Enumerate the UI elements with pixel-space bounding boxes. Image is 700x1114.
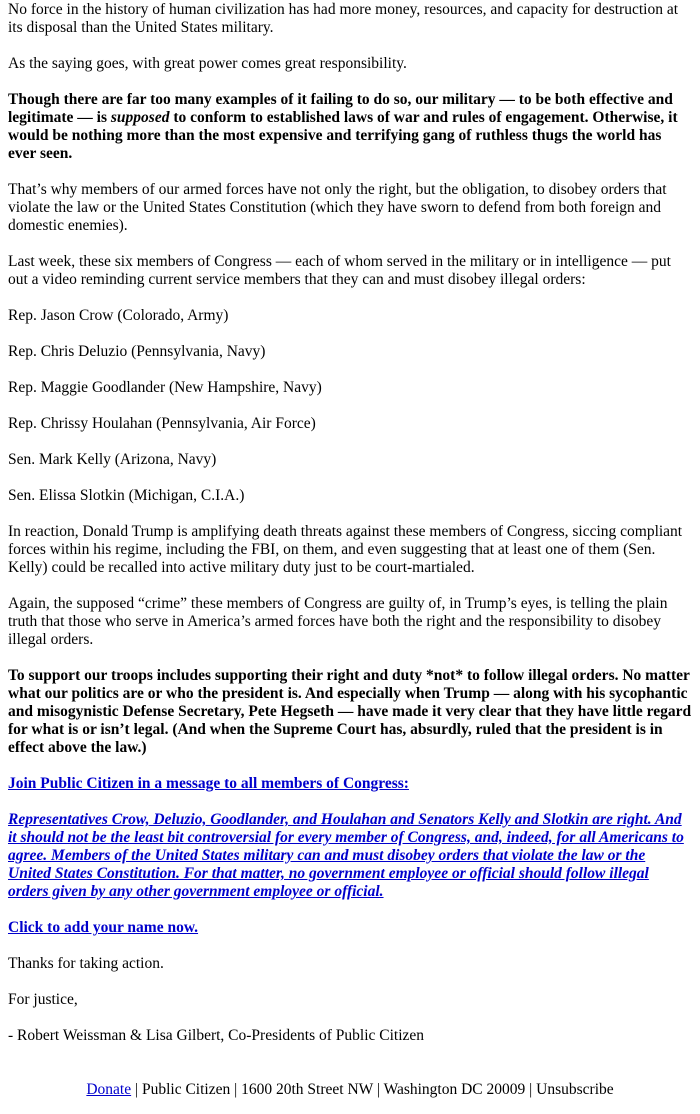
bold-text: To support our troops includes supporting their right and duty *not* to follow illegal orders. No matter what our politics are or who the president is. And especially when Trump — along with his sycophantic and misogynistic Defense Secretary, Pete Hegseth — have made it very clear that they have little regard for what is or isn’t legal. (And when the Supreme Court has, absurdly, ruled that the president is in effect above the law.) xyxy=(8,667,692,756)
message-link[interactable] xyxy=(8,811,684,900)
footer-org: Public Citizen xyxy=(141,1081,231,1098)
join-link[interactable] xyxy=(8,775,409,792)
footer-city: Washington DC 20009 xyxy=(383,1081,526,1098)
paragraph-bold-military xyxy=(8,91,692,163)
add-name-link[interactable] xyxy=(8,919,198,936)
paragraph-support-troops xyxy=(8,667,692,757)
thanks-text: Thanks for taking action. xyxy=(8,955,164,972)
paragraph-saying: As the saying goes, with great power comes great responsibility. xyxy=(8,55,407,72)
join-paragraph xyxy=(8,775,692,793)
footer xyxy=(8,1081,692,1099)
paragraph-intro: No force in the history of human civilization has had more money, resources, and capacity for destruction at its disposal than the United States military. xyxy=(8,1,679,36)
member-item: Rep. Chris Deluzio (Pennsylvania, Navy) xyxy=(8,343,266,360)
member-item: Sen. Mark Kelly (Arizona, Navy) xyxy=(8,451,217,468)
separator: | xyxy=(373,1081,384,1098)
separator: | xyxy=(131,1081,142,1098)
link-text: Representatives Crow, Deluzio, Goodlander, and Houlahan and Senators Kelly and Slotkin are right. And it should not be the least bit controversial for every member of Congress, and, indeed, for all Americans to agree. Members of the United States military can and must disobey orders that violate the law or the United States Constitution. For that matter, no government employee or official should follow illegal orders given by any other government employee or official. xyxy=(8,811,684,900)
emphasis-text: supposed xyxy=(110,109,170,126)
separator: | xyxy=(525,1081,537,1098)
closing-text: For justice, xyxy=(8,991,78,1008)
paragraph-reaction: In reaction, Donald Trump is amplifying death threats against these members of Congress, siccing compliant forces within his regime, including the FBI, on them, and even suggesting that at least one of them (Sen. Kelly) could be recalled into active military duty just to be court-martialed. xyxy=(8,523,683,576)
text: to conform to established laws of war and rules of engagement. Otherwise, it would be nothing more than the most expensive and terrifying gang of ruthless thugs the world has ever seen. xyxy=(8,109,678,162)
member-item: Sen. Elissa Slotkin (Michigan, C.I.A.) xyxy=(8,487,245,504)
footer-address: 1600 20th Street NW xyxy=(241,1081,373,1098)
add-name-paragraph xyxy=(8,919,692,937)
paragraph-obligation: That’s why members of our armed forces have not only the right, but the obligation, to disobey orders that violate the law or the United States Constitution (which they have sworn to defend from both foreign and domestic enemies). xyxy=(8,181,667,234)
member-item: Rep. Maggie Goodlander (New Hampshire, Navy) xyxy=(8,379,322,396)
link-text: Click to add your name now. xyxy=(8,919,199,936)
text: Though there are far too many examples of it failing to do so, our military — to be both effective and legitimate — is xyxy=(8,91,673,126)
member-item: Rep. Jason Crow (Colorado, Army) xyxy=(8,307,229,324)
signature-text: - Robert Weissman & Lisa Gilbert, Co-Presidents of Public Citizen xyxy=(8,1027,425,1044)
member-item: Rep. Chrissy Houlahan (Pennsylvania, Air Force) xyxy=(8,415,316,432)
message-paragraph xyxy=(8,811,692,901)
link-text: Join Public Citizen in a message to all members of Congress: xyxy=(8,775,409,792)
paragraph-video: Last week, these six members of Congress — each of whom served in the military or in intelligence — put out a video reminding current service members that they can and must disobey illegal orders: xyxy=(8,253,671,288)
separator: | xyxy=(230,1081,242,1098)
paragraph-crime: Again, the supposed “crime” these members of Congress are guilty of, in Trump’s eyes, is telling the plain truth that those who serve in America’s armed forces have both the right and the responsibility to disobey illegal orders. xyxy=(8,595,668,648)
unsubscribe-link[interactable]: Unsubscribe xyxy=(536,1081,614,1098)
donate-link[interactable]: Donate xyxy=(86,1081,132,1098)
